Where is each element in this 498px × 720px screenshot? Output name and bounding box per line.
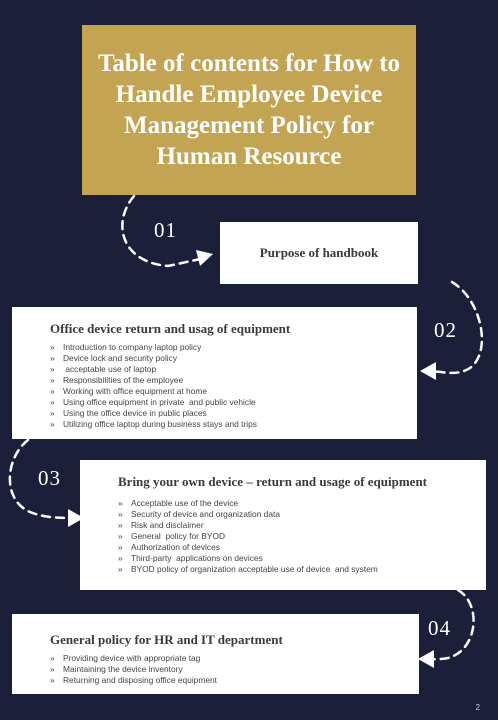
section-number-01: 01 bbox=[154, 218, 177, 242]
toc-card-01[interactable] bbox=[220, 222, 418, 284]
section-heading-03: Bring your own device – return and usage of equipment bbox=[118, 474, 428, 489]
list-item: » Authorization of devices bbox=[118, 542, 220, 552]
toc-card-02[interactable] bbox=[12, 307, 417, 439]
list-item: » Risk and disclaimer bbox=[118, 520, 204, 530]
section-number-03: 03 bbox=[38, 466, 61, 490]
bullet-icon: » bbox=[118, 542, 123, 552]
list-item: » Using the office device in public places bbox=[50, 408, 207, 418]
page-number: 2 bbox=[475, 703, 480, 712]
list-item: » Using office equipment in private and public vehicle bbox=[50, 397, 256, 407]
arrowhead-01 bbox=[196, 250, 213, 266]
bullet-icon: » bbox=[50, 375, 55, 385]
toc-card-03[interactable] bbox=[80, 460, 486, 590]
list-item: » General policy for BYOD bbox=[118, 531, 226, 541]
bullet-icon: » bbox=[118, 498, 123, 508]
bullet-icon: » bbox=[118, 531, 123, 541]
bullet-icon: » bbox=[50, 419, 55, 429]
list-item: » Security of device and organization data bbox=[118, 509, 280, 519]
bullet-list-04 bbox=[50, 653, 419, 686]
bullet-icon: » bbox=[50, 664, 55, 674]
toc-card-04[interactable] bbox=[12, 614, 419, 694]
list-item: » Introduction to company laptop policy bbox=[50, 342, 202, 352]
title-box bbox=[82, 25, 416, 195]
bullet-icon: » bbox=[50, 353, 55, 363]
section-number-04: 04 bbox=[428, 616, 451, 640]
page-title: Table of contents for How to Handle Employee Device Management Policy for Human Resource bbox=[97, 50, 401, 170]
bullet-icon: » bbox=[50, 342, 55, 352]
bullet-icon: » bbox=[118, 520, 123, 530]
bullet-list-03 bbox=[118, 498, 486, 575]
section-heading-02: Office device return and usag of equipment bbox=[50, 321, 291, 336]
list-item: » Responsibilities of the employee bbox=[50, 375, 184, 385]
list-item: » acceptable use of laptop bbox=[50, 364, 157, 374]
section-heading-04: General policy for HR and IT department bbox=[50, 632, 283, 647]
list-item: » Device lock and security policy bbox=[50, 353, 178, 363]
list-item: » Providing device with appropriate tag bbox=[50, 653, 201, 663]
bullet-icon: » bbox=[50, 653, 55, 663]
bullet-icon: » bbox=[118, 564, 123, 574]
list-item: » Maintaining the device inventory bbox=[50, 664, 183, 674]
section-number-02: 02 bbox=[434, 318, 457, 342]
list-item: » Working with office equipment at home bbox=[50, 386, 208, 396]
list-item: » Third-party applications on devices bbox=[118, 553, 263, 563]
bullet-icon: » bbox=[118, 553, 123, 563]
list-item: » Returning and disposing office equipment bbox=[50, 675, 217, 685]
bullet-icon: » bbox=[50, 675, 55, 685]
section-heading-01: Purpose of handbook bbox=[259, 245, 379, 260]
arrowhead-04 bbox=[418, 650, 434, 668]
arrowhead-02 bbox=[420, 362, 436, 380]
list-item: » Utilizing office laptop during business stays and trips bbox=[50, 419, 257, 429]
bullet-icon: » bbox=[50, 386, 55, 396]
bullet-icon: » bbox=[50, 408, 55, 418]
bullet-icon: » bbox=[50, 364, 55, 374]
list-item: » Acceptable use of the device bbox=[118, 498, 239, 508]
list-item: » BYOD policy of organization acceptable use of device and system bbox=[118, 564, 378, 574]
bullet-list-02 bbox=[50, 342, 417, 430]
bullet-icon: » bbox=[50, 397, 55, 407]
bullet-icon: » bbox=[118, 509, 123, 519]
